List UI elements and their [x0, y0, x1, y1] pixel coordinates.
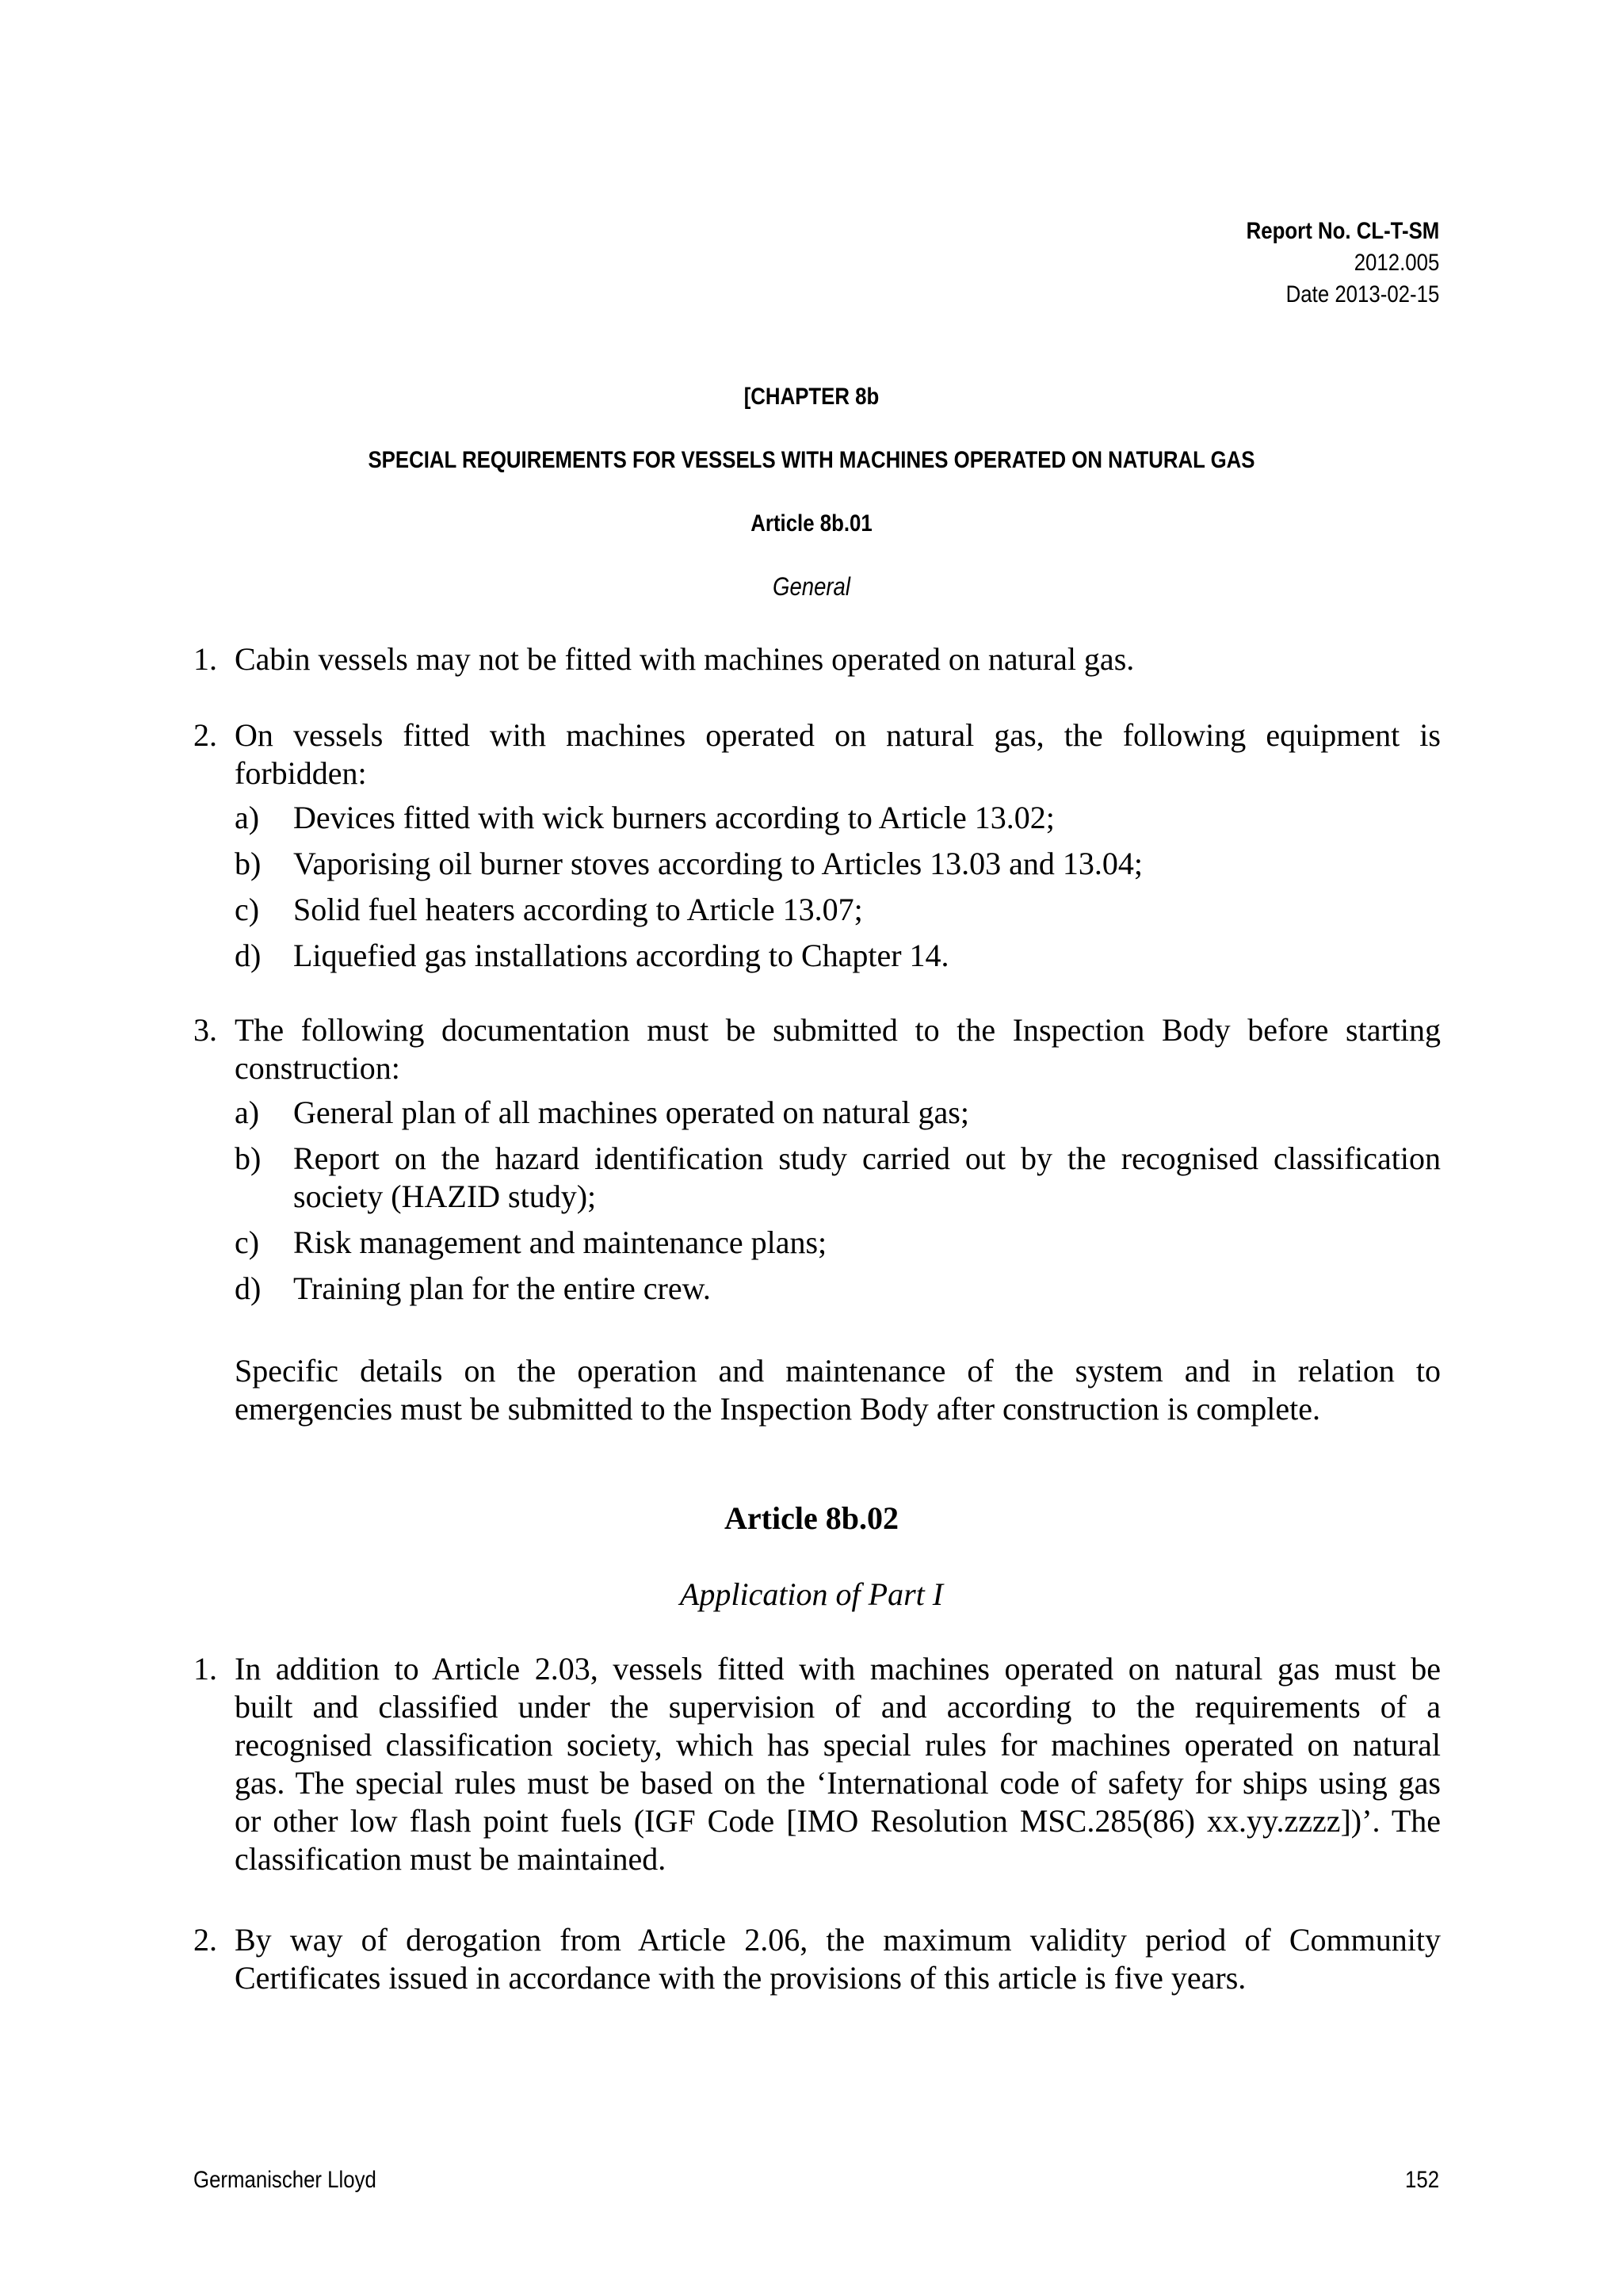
report-number-suffix: 2012.005 — [1354, 250, 1439, 276]
item-text-line: By way of derogation from Article 2.06, the maximum validity period of Community — [235, 1922, 1441, 1958]
article-2-item-2 — [193, 1921, 1441, 1997]
item-number: 1. — [193, 1651, 217, 1687]
article-1-item-2-sub-d — [235, 937, 1441, 975]
item-text: Cabin vessels may not be fitted with machines operated on natural gas. — [235, 641, 1135, 677]
note-line: emergencies must be submitted to the Inspection Body after construction is complete. — [235, 1391, 1321, 1427]
item-text-line: Certificates issued in accordance with the provisions of this article is five years. — [235, 1960, 1247, 1996]
article-1-item-2-sub-c — [235, 891, 1441, 929]
item-text-line: forbidden: — [235, 755, 367, 791]
chapter-subtitle: SPECIAL REQUIREMENTS FOR VESSELS WITH MACHINES OPERATED ON NATURAL GAS — [368, 447, 1255, 473]
article-1-subheading: General — [773, 572, 850, 601]
item-text-line: recognised classification society, which has special rules for machines operated on natural — [235, 1727, 1441, 1763]
sub-label: c) — [235, 892, 260, 927]
article-1-item-1 — [193, 640, 1441, 678]
sub-text-line: Report on the hazard identification study carried out by the recognised classification — [293, 1140, 1441, 1176]
item-text-line: built and classified under the supervision of and according to the requirements of a — [235, 1689, 1441, 1725]
item-text-line: construction: — [235, 1050, 400, 1086]
report-number: Report No. CL-T-SM — [1246, 218, 1439, 244]
article-2-item-1 — [193, 1650, 1441, 1878]
sub-label: b) — [235, 846, 262, 881]
article-1-item-2-sub-b — [235, 845, 1441, 883]
sub-label: a) — [235, 800, 260, 835]
item-text-line: classification must be maintained. — [235, 1841, 666, 1877]
sub-label: d) — [235, 938, 262, 973]
item-text-line: On vessels fitted with machines operated on natural gas, the following equipment is — [235, 717, 1441, 753]
article-1-item-3-sub-a — [235, 1094, 1441, 1132]
sub-label: a) — [235, 1095, 260, 1130]
article-1-item-3-sub-c — [235, 1224, 1441, 1262]
note-line: Specific details on the operation and maintenance of the system and in relation to — [235, 1353, 1441, 1389]
article-2-subheading: Application of Part I — [679, 1576, 944, 1612]
sub-text: Vaporising oil burner stoves according to Articles 13.03 and 13.04; — [293, 846, 1144, 881]
article-1-item-3-sub-d — [235, 1270, 1441, 1308]
footer-organization: Germanischer Lloyd — [193, 2167, 376, 2193]
item-number: 1. — [193, 641, 217, 677]
article-2-heading: Article 8b.02 — [724, 1500, 899, 1536]
sub-text: Risk management and maintenance plans; — [293, 1224, 827, 1260]
item-text-line: or other low flash point fuels (IGF Code [IMO Resolution MSC.285(86) xx.yy.zzzz])’. The — [235, 1803, 1441, 1839]
item-text-line: In addition to Article 2.03, vessels fitted with machines operated on natural gas must be — [235, 1651, 1441, 1687]
sub-text-line: society (HAZID study); — [293, 1179, 597, 1214]
article-1-item-3-note — [235, 1352, 1441, 1428]
item-text-line: gas. The special rules must be based on the ‘International code of safety for ships using gas — [235, 1765, 1441, 1801]
article-1-item-2-sub-a — [235, 799, 1441, 837]
item-number: 2. — [193, 1922, 217, 1958]
article-1-item-3 — [193, 1011, 1441, 1087]
sub-label: b) — [235, 1140, 262, 1176]
sub-label: d) — [235, 1270, 262, 1306]
sub-text: Liquefied gas installations according to Chapter 14. — [293, 938, 949, 973]
item-number: 2. — [193, 717, 217, 753]
report-date: Date 2013-02-15 — [1285, 281, 1439, 308]
article-1-item-2 — [193, 716, 1441, 793]
sub-text: Training plan for the entire crew. — [293, 1270, 711, 1306]
sub-text: Devices fitted with wick burners according to Article 13.02; — [293, 800, 1055, 835]
sub-text: General plan of all machines operated on natural gas; — [293, 1095, 969, 1130]
report-header — [1246, 216, 1439, 311]
chapter-title: [CHAPTER 8b — [743, 384, 880, 410]
sub-text: Solid fuel heaters according to Article 13.07; — [293, 892, 863, 927]
sub-label: c) — [235, 1224, 260, 1260]
article-1-heading: Article 8b.01 — [750, 510, 873, 537]
footer-page-number: 152 — [1404, 2167, 1439, 2193]
article-1-item-3-sub-b — [235, 1140, 1441, 1216]
item-number: 3. — [193, 1012, 217, 1048]
item-text-line: The following documentation must be submitted to the Inspection Body before starting — [235, 1012, 1441, 1048]
